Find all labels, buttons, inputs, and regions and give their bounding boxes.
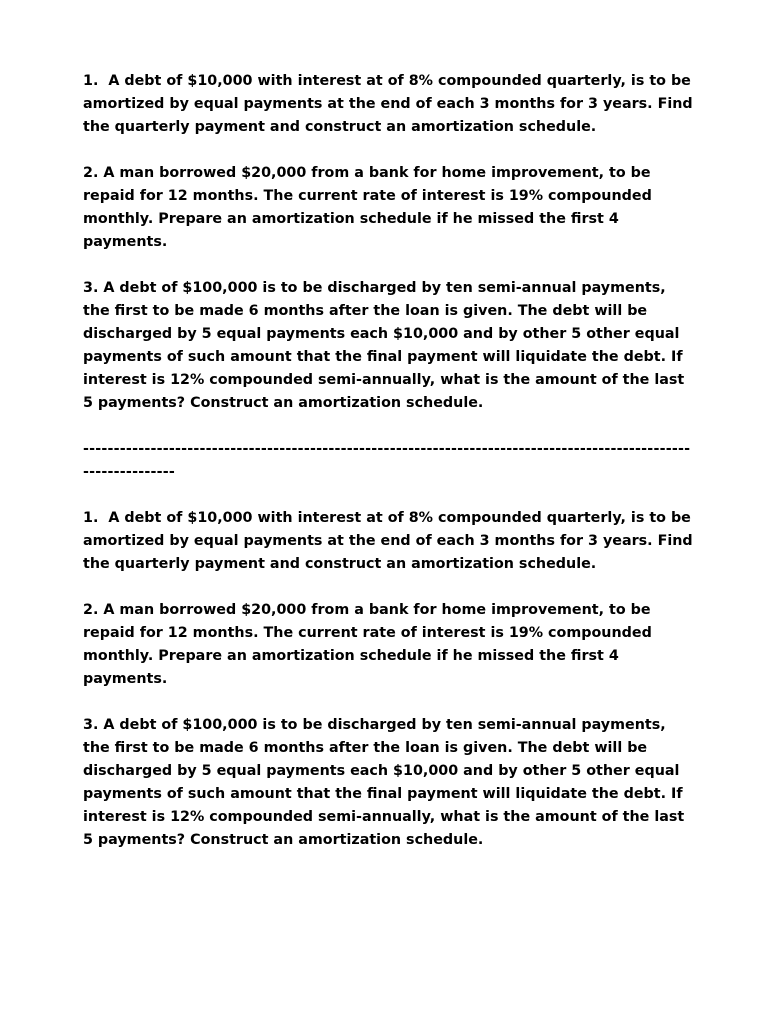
problem-2: 2. A man borrowed $20,000 from a bank for home improvement, to be repaid for 12 months. The current rate of interest is 19% compounded monthly. Prepare an amortization schedule if he missed the first 4 payments. [83,165,657,250]
document-page [83,70,698,875]
problem-1-repeat: 1. A debt of $10,000 with interest at of 8% compounded quarterly, is to be amortized by equal payments at the end of each 3 months for 3 years. Find the quarterly payment and construct an amortization schedule. [83,510,698,572]
problem-1: 1. A debt of $10,000 with interest at of 8% compounded quarterly, is to be amortized by equal payments at the end of each 3 months for 3 years. Find the quarterly payment and construct an amortization schedule. [83,73,698,135]
problem-3-repeat: 3. A debt of $100,000 is to be discharged by ten semi-annual payments, the first to be made 6 months after the loan is given. The debt will be discharged by 5 equal payments each $10,000 and by other 5 other equal payments of such amount that the final payment will liquidate the debt. If interest is 12% compounded semi-annually, what is the amount of the last 5 payments? Construct an amortization schedule. [83,717,690,848]
problem-2-repeat: 2. A man borrowed $20,000 from a bank for home improvement, to be repaid for 12 months. The current rate of interest is 19% compounded monthly. Prepare an amortization schedule if he missed the first 4 payments. [83,602,657,687]
problem-3: 3. A debt of $100,000 is to be discharged by ten semi-annual payments, the first to be made 6 months after the loan is given. The debt will be discharged by 5 equal payments each $10,000 and by other 5 other equal payments of such amount that the final payment will liquidate the debt. If interest is 12% compounded semi-annually, what is the amount of the last 5 payments? Construct an amortization schedule. [83,280,690,411]
dashed-divider: ------------------------------------------------------------------------------------------------------------------ [83,441,691,480]
